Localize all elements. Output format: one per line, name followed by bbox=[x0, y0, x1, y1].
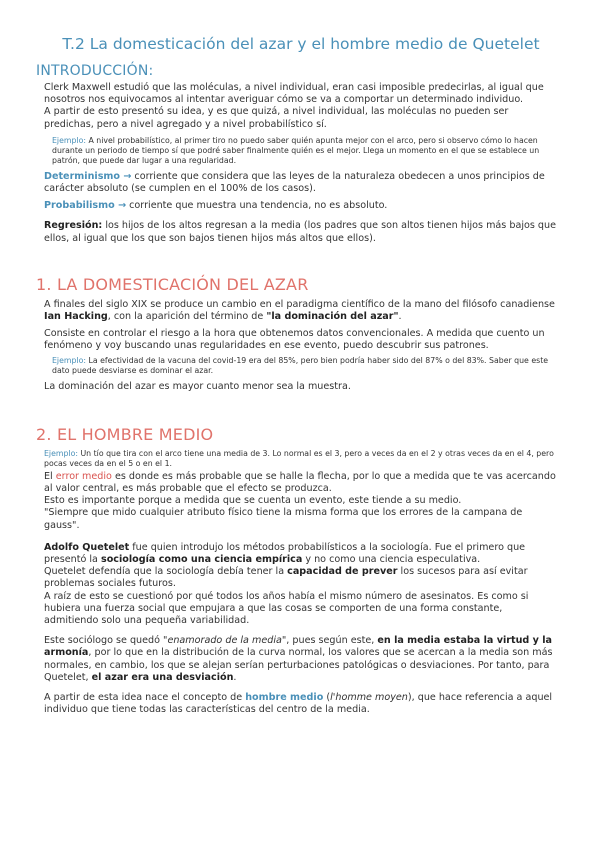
error-medio-term: error medio bbox=[55, 470, 112, 482]
regresion-text: los hijos de los altos regresan a la media (los padres que son altos tienen hijos más bajos que ellos, al igual que los que son bajos tienen hijos más altos que ellos). bbox=[44, 220, 556, 244]
intro-heading: INTRODUCCIÓN: bbox=[36, 63, 154, 79]
regresion-definition bbox=[44, 220, 558, 244]
intro-paragraph-idea: A partir de esto presentó su idea, y es que quizá, a nivel individual, las moléculas no pueden ser predichas, pero a nivel agregado y a nivel probabilístico sí. bbox=[44, 106, 509, 130]
intro-paragraph-maxwell: Clerk Maxwell estudió que las moléculas, a nivel individual, eran casi imposible predecirlas, al igual que nosotros nos equivocamos al intentar averiguar cómo se va a comportar un determinado individuo. bbox=[44, 82, 544, 106]
section-1-paragraph-riesgo: Consiste en controlar el riesgo a la hora que obtenemos datos convencionales. A medida que cuento un fenómeno y voy buscando unas regularidades en ese evento, puedo descubrir sus patrones. bbox=[44, 328, 545, 352]
section-2-paragraph-error-medio bbox=[44, 471, 558, 495]
example-label: Ejemplo: bbox=[44, 448, 78, 458]
section-2-paragraph-hombre-medio bbox=[44, 692, 558, 716]
probabilismo-definition bbox=[44, 200, 558, 212]
text-run: Este sociólogo se quedó bbox=[44, 635, 164, 647]
text-run: los sucesos para así evitar problemas sociales futuros. bbox=[44, 566, 528, 590]
text-run: fue quien introdujo los métodos probabilísticos a la sociología. Fue el primero que presentó la bbox=[44, 541, 526, 566]
example-text: A nivel probabilístico, al primer tiro no puedo saber quién apunta mejor con el arco, pero si observo cómo lo hacen durante un periodo de tiempo sí que podré saber finalmente quién es el mejor. Llega un momento en el que se establece un patrón, que puede dar lugar a una regularidad. bbox=[52, 135, 540, 165]
section-1-paragraph-muestra: La dominación del azar es mayor cuanto menor sea la muestra. bbox=[44, 380, 351, 392]
section-2-paragraph-media bbox=[44, 635, 558, 684]
virtud-armonia-term: en la media estaba la virtud y la armonía bbox=[44, 635, 552, 659]
section-1-example bbox=[44, 356, 558, 376]
text-run: . bbox=[233, 671, 237, 683]
section-2-heading: 2. EL HOMBRE MEDIO bbox=[36, 424, 214, 444]
enamorado-media-quote: "enamorado de la media" bbox=[163, 635, 287, 647]
section-1-paragraph-hacking bbox=[44, 299, 558, 323]
section-1-heading: 1. LA DOMESTICACIÓN DEL AZAR bbox=[36, 274, 309, 294]
section-2-paragraph-prever bbox=[44, 566, 558, 590]
section-2-paragraph-quetelet bbox=[44, 542, 558, 566]
probabilismo-term: Probabilismo → bbox=[44, 200, 127, 212]
determinismo-term: Determinismo → bbox=[44, 170, 132, 182]
page-title: T.2 La domesticación del azar y el hombre medio de Quetelet bbox=[62, 35, 540, 53]
text-run: es donde es más probable que se halle la flecha, por lo que a medida que te vas acercando al valor central, es más probable que el efecto se produzca. bbox=[44, 470, 556, 495]
text-run: A partir de esta idea nace el concepto de bbox=[44, 692, 246, 704]
sociologia-empirica-term: sociología como una ciencia empírica bbox=[100, 554, 303, 566]
homme-moyen-term: l'homme moyen bbox=[330, 692, 408, 704]
text-run: Quetelet defendía que la sociología debía tener la bbox=[44, 566, 288, 578]
regresion-term: Regresión: bbox=[44, 220, 103, 232]
example-label: Ejemplo: bbox=[52, 135, 86, 145]
example-label: Ejemplo: bbox=[52, 355, 86, 365]
text-run: y no como una ciencia especulativa. bbox=[302, 554, 481, 566]
hombre-medio-term: hombre medio bbox=[245, 692, 324, 704]
azar-desviacion-term: el azar era una desviación bbox=[91, 671, 234, 683]
text-run: A finales del siglo XIX se produce un cambio en el paradigma científico de la mano del filósofo canadiense bbox=[44, 298, 555, 310]
section-2-example bbox=[44, 449, 558, 469]
text-run: , con la aparición del término de bbox=[107, 311, 267, 323]
dominacion-azar-term: "la dominación del azar" bbox=[266, 311, 399, 323]
determinismo-text: corriente que considera que las leyes de la naturaleza obedecen a unos principios de carácter absoluto (se cumplen en el 100% de los casos). bbox=[44, 170, 545, 195]
determinismo-definition bbox=[44, 171, 558, 195]
capacidad-prever-term: capacidad de prever bbox=[287, 566, 398, 578]
section-2-paragraph-asesinatos: A raíz de esto se cuestionó por qué todos los años había el mismo número de asesinatos. Es como si hubiera una fuerza social que empujara a que las cosas se comporten de una forma constante, admitiendo solo una pequeña variabilidad. bbox=[44, 590, 529, 627]
text-run: . bbox=[398, 311, 402, 323]
text-run: , por lo que en la distribución de la curva normal, los valores que se acercan a la media son más normales, en cambio, los que se alejan serían perturbaciones patológicas o desviaciones. Por tanto, para Quetelet, bbox=[44, 647, 553, 683]
example-text: La efectividad de la vacuna del covid-19 era del 85%, pero bien podría haber sido del 87% o del 83%. Saber que este dato puede desviarse es dominar el azar. bbox=[52, 355, 549, 375]
ian-hacking: Ian Hacking bbox=[44, 311, 108, 323]
example-text: Un tío que tira con el arco tiene una media de 3. Lo normal es el 3, pero a veces da en el 2 y otras veces da en el 4, pero pocas veces da en el 5 o en el 1. bbox=[44, 448, 554, 468]
section-2-paragraph-tiende: Esto es importante porque a medida que se cuenta un evento, este tiende a su medio. bbox=[44, 495, 462, 507]
text-run: , pues según este, bbox=[286, 635, 378, 647]
intro-example bbox=[44, 136, 558, 166]
text-run: ), que hace referencia a aquel individuo que tiene todas las características del centro de la media. bbox=[44, 692, 553, 716]
adolfo-quetelet: Adolfo Quetelet bbox=[44, 541, 130, 553]
text-run: ( bbox=[323, 692, 331, 704]
probabilismo-text: corriente que muestra una tendencia, no es absoluto. bbox=[126, 200, 388, 212]
section-2-quote-gauss: "Siempre que mido cualquier atributo físico tiene la misma forma que los errores de la campana de gauss". bbox=[44, 507, 523, 531]
text-run: El bbox=[44, 470, 56, 482]
